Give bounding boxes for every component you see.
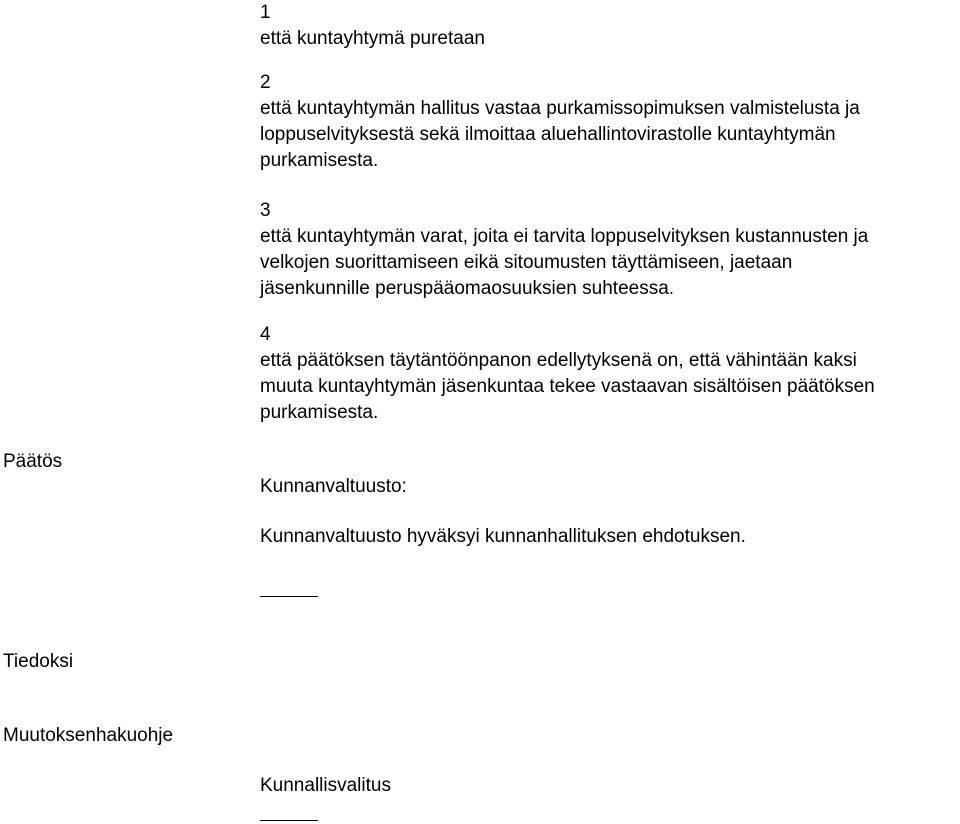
section-divider — [260, 820, 318, 821]
decision-item-2 — [260, 70, 960, 174]
council-heading: Kunnanvaltuusto: — [260, 476, 407, 497]
decision-item-1 — [260, 0, 960, 52]
decision-item-4 — [260, 322, 960, 426]
muutoksenhakuohje-label: Muutoksenhakuohje — [3, 725, 174, 746]
decision-item-text: että päätöksen täytäntöönpanon edellytyksenä on, että vähintään kaksi muuta kuntayhtymän jäsenkuntaa tekee vastaavan sisältöisen päätöksen purkamisesta. — [260, 350, 875, 423]
decision-item-number: 4 — [260, 324, 271, 345]
muutoksenhaku-value: Kunnallisvalitus — [260, 775, 391, 796]
decision-item-text: että kuntayhtymä puretaan — [260, 28, 485, 49]
decision-item-number: 2 — [260, 72, 271, 93]
decision-item-number: 3 — [260, 200, 271, 221]
decision-text: Kunnanvaltuusto hyväksyi kunnanhallituksen ehdotuksen. — [260, 526, 746, 547]
decision-item-text: että kuntayhtymän varat, joita ei tarvita loppuselvityksen kustannusten ja velkojen suorittamiseen eikä sitoumusten täyttämiseen, jaetaan jäsenkunnille peruspääomaosuuksien suhteessa. — [260, 226, 869, 299]
decision-item-text: että kuntayhtymän hallitus vastaa purkamissopimuksen valmistelusta ja loppuselvityksestä sekä ilmoittaa aluehallintovirastolle kuntayhtymän purkamisesta. — [260, 98, 860, 171]
paatos-label: Päätös — [3, 451, 63, 472]
section-divider — [260, 596, 318, 597]
tiedoksi-label: Tiedoksi — [3, 651, 74, 672]
decision-item-number: 1 — [260, 2, 271, 23]
decision-item-3 — [260, 198, 960, 302]
